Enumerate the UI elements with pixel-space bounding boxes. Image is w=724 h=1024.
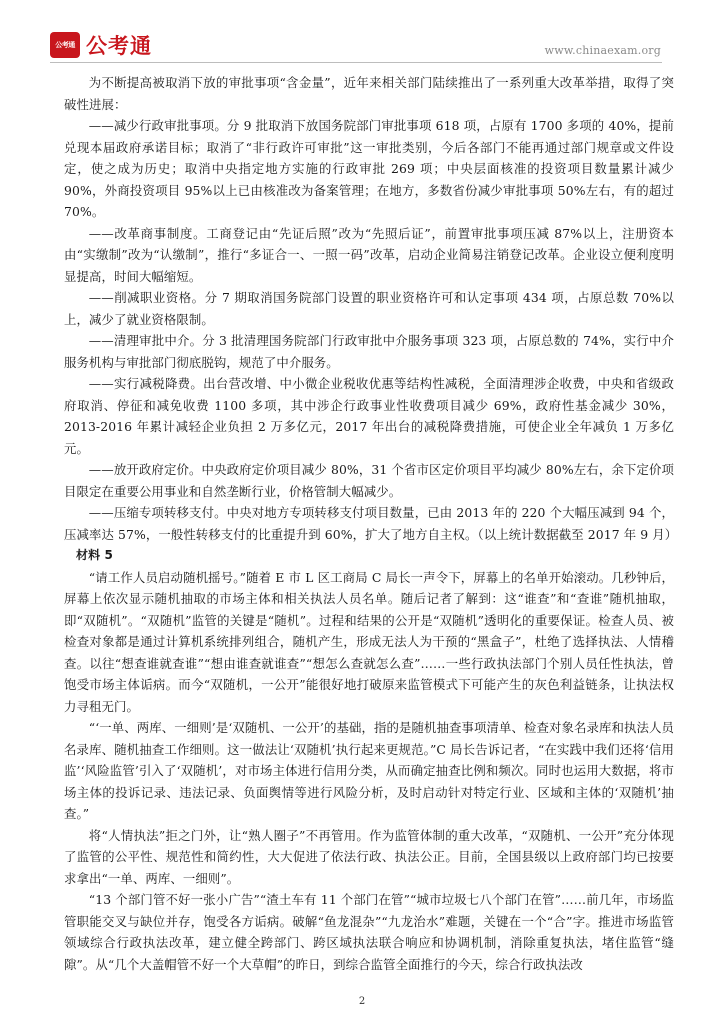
paragraph-one-list-two-libraries: “‘一单、两库、一细则’是‘双随机、一公开’的基础，指的是随机抽查事项清单、检查对象名录库和执法人员名录库、随机抽查工作细则。这一做法让‘双随机’执行起来更规范。”C 局长告诉记者，“在实践中我们还将‘信用监’‘风险监管’引入了‘双随机’，对市场主体进行信用分类，从而确定抽查比例和频次。同时也运用大数据，将市场主体的投诉记录、违法记录、负面舆情等进行风险分析，及时启动针对特定行业、区域和主体的‘双随机’抽查。” bbox=[64, 720, 674, 821]
site-logo[interactable] bbox=[50, 30, 152, 60]
page-number: 2 bbox=[358, 996, 366, 1007]
site-url: www.chinaexam.org bbox=[544, 44, 661, 57]
paragraph-intermediaries: ——清理审批中介。分 3 批清理国务院部门行政审批中介服务事项 323 项，占原总数的 74%，实行中介服务机构与审批部门彻底脱钩，规范了中介服务。 bbox=[64, 333, 674, 370]
paragraph-reduce-approvals: ——减少行政审批事项。分 9 批取消下放国务院部门审批事项 618 项，占原有 1700 多项的 40%，提前兑现本届政府承诺目标；取消了“非行政许可审批”这一审批类别，今后各部门不能再通过部门规章或文件设定，使之成为历史；取消中央指定地方实施的行政审批 269 项；中央层面核准的投资项目数量累计减少 90%，外商投资项目 95%以上已由核准改为备案管理；在地方，多数省份减少审批事项 50%左右，有的超过 70%。 bbox=[64, 118, 674, 219]
paragraph-qualifications: ——削减职业资格。分 7 期取消国务院部门设置的职业资格许可和认定事项 434 项，占原总数 70%以上，减少了就业资格限制。 bbox=[64, 290, 674, 327]
page-header bbox=[0, 0, 724, 66]
paragraph-intro: 为不断提高被取消下放的审批事项“含金量”，近年来相关部门陆续推出了一系列重大改革举措，取得了突破性进展： bbox=[64, 75, 674, 112]
material-heading: 材料 5 bbox=[76, 548, 113, 562]
logo-badge-icon: 公考通 bbox=[50, 32, 80, 58]
paragraph-rule-of-law: 将“人情执法”拒之门外，让“熟人圈子”不再管用。作为监管体制的重大改革，“双随机、一公开”充分体现了监管的公平性、规范性和简约性，大大促进了依法行政、执法公正。目前，全国县级以上政府部门均已按要求拿出“一单、两库、一细则”。 bbox=[64, 827, 674, 886]
logo-text: 公考通 bbox=[86, 34, 152, 58]
document-body bbox=[64, 72, 678, 975]
paragraph-random-lottery: “请工作人员启动随机摇号。”随着 E 市 L 区工商局 C 局长一声令下，屏幕上的名单开始滚动。几秒钟后，屏幕上依次显示随机抽取的市场主体和相关执法人员名单。随后记者了解到：这“谁查”和“查谁”随机抽取，即“双随机”。“双随机”监管的关键是“随机”。过程和结果的公开是“双随机”透明化的重要保证。检查人员、被检查对象都是通过计算机系统排列组合，随机产生，形成无法人为干预的“黑盒子”，杜绝了选择执法、人情稽查。以往“想查谁就查谁”“想由谁查就谁查”“想怎么查就怎么查”……一些行政执法部门个别人员任性执法，曾饱受市场主体诟病。而今“双随机，一公开”能很好地打破原来监管模式下可能产生的灰色利益链条，让执法权力寻租无门。 bbox=[64, 569, 674, 714]
paragraph-transfer-payments: ——压缩专项转移支付。中央对地方专项转移支付项目数量，已由 2013 年的 220 个大幅压减到 94 个，压减率达 57%，一般性转移支付的比重提升到 60%，扩大了地方自主权。（以上统计数据截至 2017 年 9 月） bbox=[64, 505, 678, 542]
paragraph-pricing: ——放开政府定价。中央政府定价项目减少 80%，31 个省市区定价项目平均减少 80%左右，余下定价项目限定在重要公用事业和自然垄断行业，价格管制大幅减少。 bbox=[64, 462, 674, 499]
paragraph-joint-enforcement: “13 个部门管不好一张小广告”“渣土车有 11 个部门在管”“城市垃圾七八个部门在管”……前几年，市场监管职能交叉与缺位并存，饱受各方诟病。破解“鱼龙混杂”“九龙治水”难题，关键在一个“合”字。推进市场监管领域综合行政执法改革，建立健全跨部门、跨区域执法联合响应和协调机制，消除重复执法，堵住监管“缝隙”。从“几个大盖帽管不好一个大草帽”的昨日，到综合监管全面推行的今天，综合行政执法改 bbox=[64, 892, 674, 972]
header-divider bbox=[50, 62, 662, 63]
paragraph-commercial-reform: ——改革商事制度。工商登记由“先证后照”改为“先照后证”，前置审批事项压减 87%以上，注册资本由“实缴制”改为“认缴制”，推行“多证合一、一照一码”改革，启动企业简易注销登记改革。企业设立便利度明显提高，时间大幅缩短。 bbox=[64, 225, 674, 284]
paragraph-tax-cuts: ——实行减税降费。出台营改增、中小微企业税收优惠等结构性减税，全面清理涉企收费，中央和省级政府取消、停征和减免收费 1100 多项，其中涉企行政事业性收费项目减少 69%，政府性基金减少 30%，2013-2016 年累计减轻企业负担 2 万多亿元，2017 年出台的减税降费措施，可使企业全年减负 1 万多亿元。 bbox=[64, 376, 674, 456]
